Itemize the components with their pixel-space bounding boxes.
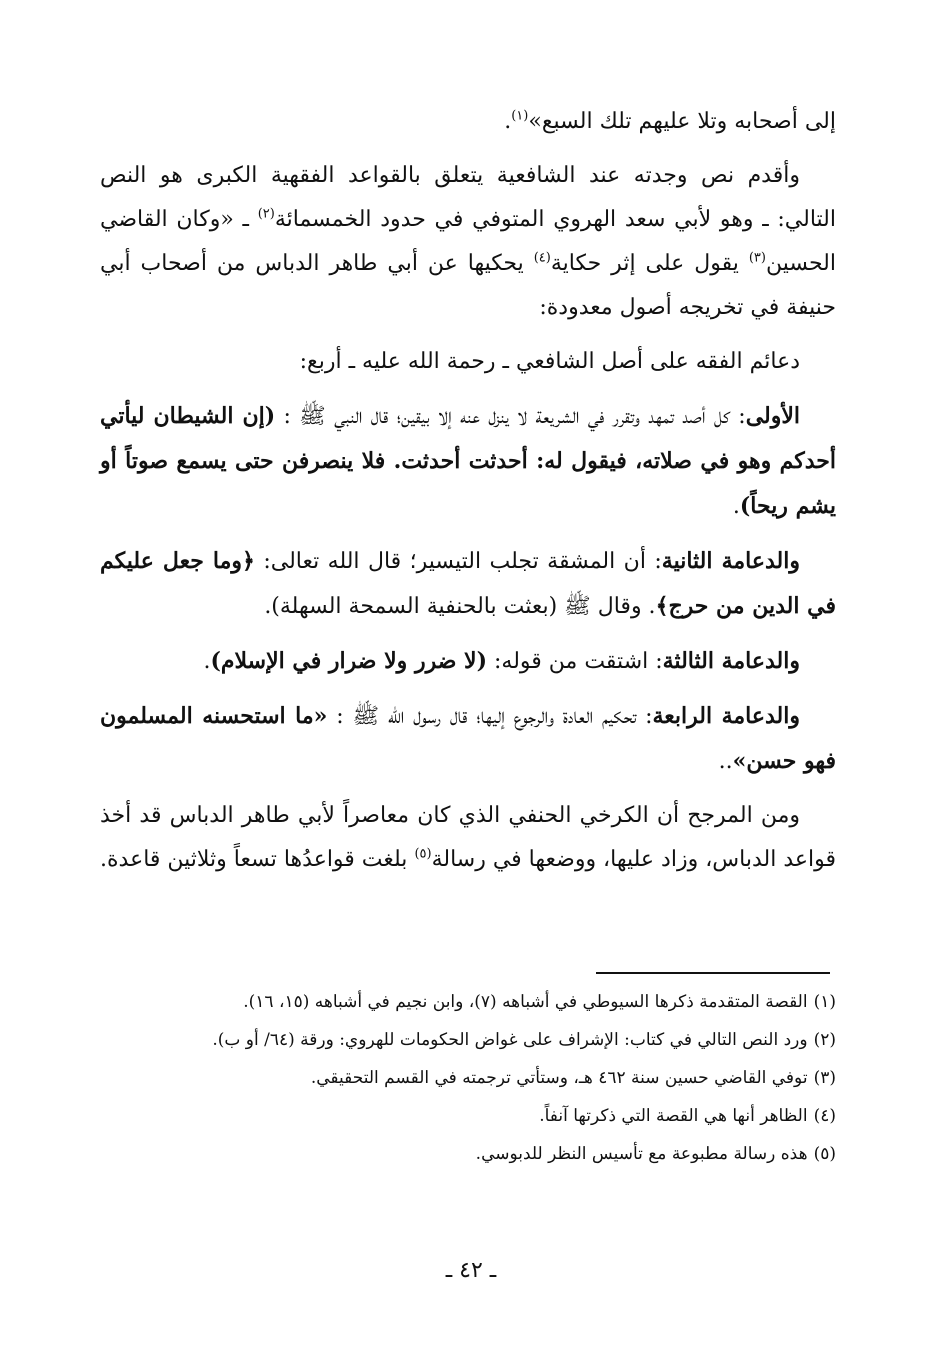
page-number: ـ ٤٢ ـ — [445, 1258, 497, 1283]
text: إلى أصحابه وتلا عليهم تلك السبع» — [528, 109, 836, 134]
pillar-label: والدعامة الثانية — [661, 548, 800, 574]
footnote-4 — [100, 1097, 836, 1135]
text: . — [732, 494, 740, 519]
hadith-quote: «ما استحسنه المسلمون فهو حسن» — [100, 703, 836, 774]
text: : تحكيم العادة والرجوع إليها؛ قال رسول الله ﷺ : — [327, 704, 653, 729]
footnote-ref-1: (١) — [511, 108, 529, 124]
text: : أن المشقة تجلب التيسير؛ قال الله تعالى: — [254, 549, 662, 574]
footnote-5 — [100, 1135, 836, 1173]
footnote-text: القصة المتقدمة ذكرها السيوطي في أشباهه (٧)، وابن نجيم في أشباهه (١٥، ١٦). — [243, 992, 808, 1012]
text: وأقدم نص وجدته عند الشافعية يتعلق بالقواعد الفقهية الكبرى هو النص التالي: ـ وهو لأبي سعد الهروي المتوفي في حدود الخمسمائة — [100, 163, 836, 232]
main-text — [100, 100, 836, 892]
footnote-ref-5: (٥) — [414, 846, 432, 862]
paragraph-3 — [100, 340, 836, 384]
footnote-1 — [100, 983, 836, 1021]
footnote-divider — [596, 972, 830, 974]
hadith-quote: (لا ضرر ولا ضرار في الإسلام) — [210, 648, 488, 674]
text: يحكيها عن أبي طاهر الدباس من أصحاب أبي حنيفة في تخريجه أصول معدودة: — [100, 251, 836, 320]
footnote-text: الظاهر أنها هي القصة التي ذكرتها آنفاً. — [539, 1106, 808, 1126]
pillar-label: الأولى — [745, 403, 801, 429]
text: دعائم الفقه على أصل الشافعي ـ رحمة الله عليه ـ أربع: — [299, 349, 800, 374]
text: .. — [718, 749, 733, 774]
paragraph-1 — [100, 100, 836, 144]
pillar-label: والدعامة الرابعة — [652, 703, 801, 729]
footnote-number: (٥) — [813, 1144, 836, 1164]
paragraph-4 — [100, 394, 836, 529]
quran-quote: ﴿وما جعل عليكم في الدين من حرج﴾ — [100, 548, 836, 619]
hadith-quote: (إن الشيطان ليأتي أحدكم وهو في صلاته، فيقول له: أحدثت أحدثت. فلا ينصرفن حتى يسمع صوتاً أو يشم ريحاً) — [100, 403, 837, 519]
paragraph-8 — [100, 794, 836, 882]
pillar-label: والدعامة الثالثة — [662, 648, 800, 674]
text: . وقال ﷺ (بعثت بالحنفية السمحة السهلة). — [264, 594, 656, 619]
text: . — [504, 109, 512, 134]
text: يقول على إثر حكاية — [550, 251, 749, 276]
paragraph-6 — [100, 639, 836, 684]
text: بلغت قواعدُها تسعاً وثلاثين قاعدة. — [100, 847, 415, 872]
paragraph-7 — [100, 694, 836, 784]
text: : اشتقت من قوله: — [487, 649, 663, 674]
footnote-3 — [100, 1059, 836, 1097]
footnote-text: هذه رسالة مطبوعة مع تأسيس النظر للدبوسي. — [475, 1144, 808, 1164]
footnotes — [100, 983, 836, 1173]
text: : كل أصد تمهد وتقرر في الشريعة لا ينزل عنه إلا بيقين؛ قال النبي ﷺ : — [275, 404, 746, 429]
footnote-2 — [100, 1021, 836, 1059]
footnote-text: ورد النص التالي في كتاب: الإشراف على غواض الحكومات للهروي: ورقة (٦٤/ أو ب). — [212, 1030, 808, 1050]
text: ومن المرجح أن الكرخي الحنفي الذي كان معاصراً لأبي طاهر الدباس قد أخذ قواعد الدباس، وزاد عليها، ووضعها في رسالة — [100, 803, 836, 872]
text: . — [203, 649, 211, 674]
footnote-number: (٢) — [813, 1030, 836, 1050]
text: ـ «وكان القاضي الحسين — [100, 207, 836, 276]
footnote-ref-4: (٤) — [533, 250, 551, 266]
footnote-number: (٤) — [813, 1106, 836, 1126]
footnote-text: توفي القاضي حسين سنة ٤٦٢ هـ، وستأتي ترجمته في القسم التحقيقي. — [310, 1068, 808, 1088]
footnote-ref-3: (٣) — [748, 250, 766, 266]
footnote-ref-2: (٢) — [257, 206, 275, 222]
footnote-number: (١) — [813, 992, 836, 1012]
paragraph-2 — [100, 154, 836, 330]
footnote-number: (٣) — [813, 1068, 836, 1088]
paragraph-5 — [100, 539, 836, 629]
